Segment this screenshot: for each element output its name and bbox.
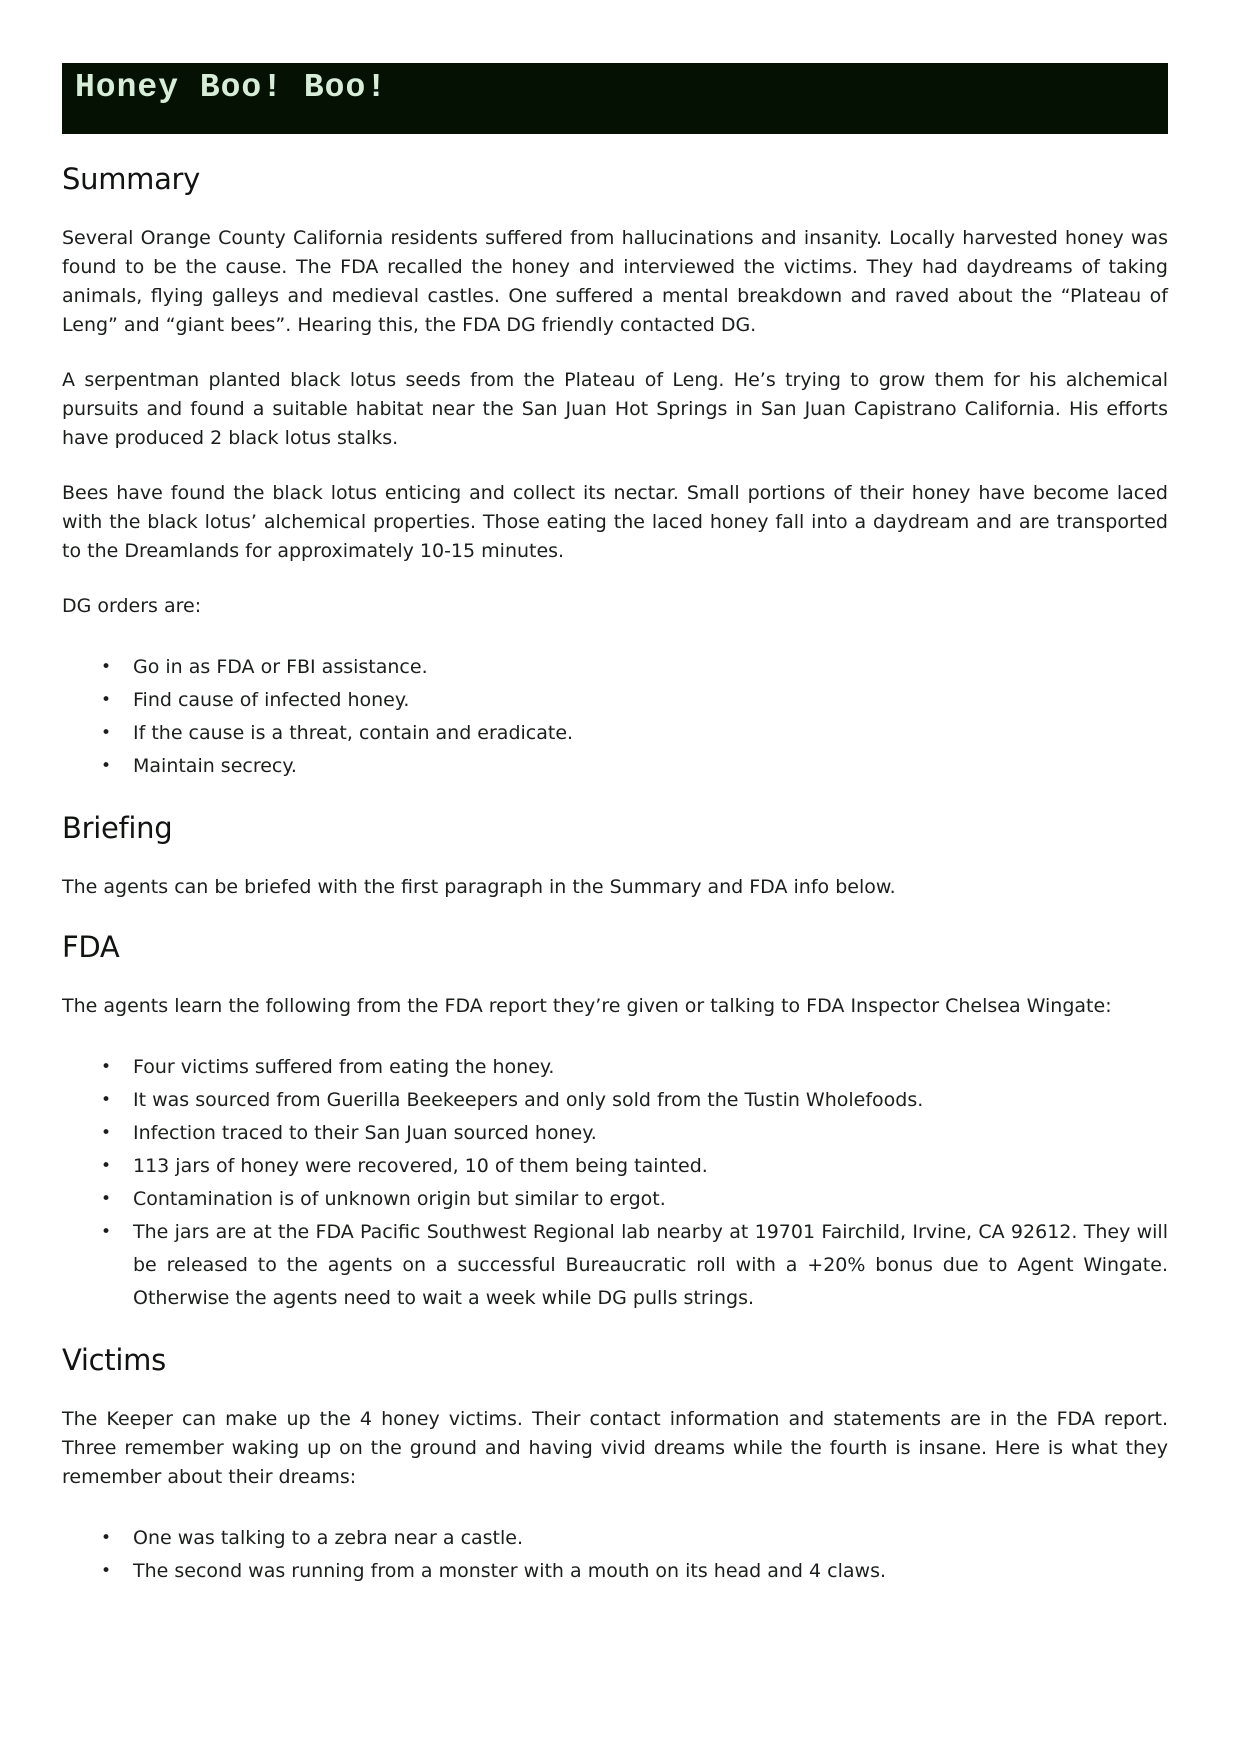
bullet-icon: • <box>101 1189 112 1209</box>
list-item-text: The second was running from a monster with a mouth on its head and 4 claws. <box>133 1560 887 1582</box>
section-heading-briefing: Briefing <box>62 811 173 845</box>
list-item-text: Four victims suffered from eating the honey. <box>133 1056 555 1078</box>
list-item <box>101 1117 1168 1150</box>
list-item-text: The jars are at the FDA Pacific Southwest Regional lab nearby at 19701 Fairchild, Irvine, CA 92612. They will be released to the agents on a successful Bureaucratic roll with a +20% bonus due to Agent Wingate. Otherwise the agents need to wait a week while DG pulls strings. <box>133 1221 1168 1309</box>
dg-orders-list <box>101 651 1168 783</box>
list-item-text: Go in as FDA or FBI assistance. <box>133 656 428 678</box>
list-item-text: It was sourced from Guerilla Beekeepers and only sold from the Tustin Wholefoods. <box>133 1089 924 1111</box>
bullet-icon: • <box>101 756 112 776</box>
list-item <box>101 684 1168 717</box>
dg-orders-lead: DG orders are: <box>62 595 202 617</box>
list-item-text: Infection traced to their San Juan sourced honey. <box>133 1122 597 1144</box>
list-item <box>101 1555 1168 1588</box>
briefing-paragraph: The agents can be briefed with the first paragraph in the Summary and FDA info below. <box>62 876 896 898</box>
summary-paragraph-2: A serpentman planted black lotus seeds from the Plateau of Leng. He’s trying to grow them for his alchemical pursuits and found a suitable habitat near the San Juan Hot Springs in San Juan Capistrano California. His efforts have produced 2 black lotus stalks. <box>62 369 1168 449</box>
list-item-text: One was talking to a zebra near a castle. <box>133 1527 524 1549</box>
list-item <box>101 1183 1168 1216</box>
victims-dreams-list <box>101 1522 1168 1588</box>
section-heading-fda: FDA <box>62 930 120 964</box>
list-item <box>101 651 1168 684</box>
section-heading-summary: Summary <box>62 162 201 196</box>
bullet-icon: • <box>101 1561 112 1581</box>
victims-paragraph: The Keeper can make up the 4 honey victims. Their contact information and statements are in the FDA report. Three remember waking up on the ground and having vivid dreams while the fourth is insane. Here is what they remember about their dreams: <box>62 1408 1168 1488</box>
bullet-icon: • <box>101 1090 112 1110</box>
list-item-text: If the cause is a threat, contain and eradicate. <box>133 722 574 744</box>
bullet-icon: • <box>101 657 112 677</box>
list-item <box>101 717 1168 750</box>
fda-paragraph: The agents learn the following from the FDA report they’re given or talking to FDA Inspector Chelsea Wingate: <box>62 995 1112 1017</box>
title-banner <box>62 63 1168 134</box>
section-heading-victims: Victims <box>62 1343 166 1377</box>
fda-findings-list <box>101 1051 1168 1315</box>
list-item <box>101 1051 1168 1084</box>
summary-paragraph-1: Several Orange County California residents suffered from hallucinations and insanity. Locally harvested honey was found to be the cause. The FDA recalled the honey and interviewed the victims. They had daydreams of taking animals, flying galleys and medieval castles. One suffered a mental breakdown and raved about the “Plateau of Leng” and “giant bees”. Hearing this, the FDA DG friendly contacted DG. <box>62 227 1168 336</box>
list-item-text: Maintain secrecy. <box>133 755 297 777</box>
bullet-icon: • <box>101 1528 112 1548</box>
list-item <box>101 750 1168 783</box>
bullet-icon: • <box>101 723 112 743</box>
list-item-text: 113 jars of honey were recovered, 10 of them being tainted. <box>133 1155 708 1177</box>
list-item-text: Find cause of infected honey. <box>133 689 410 711</box>
bullet-icon: • <box>101 1156 112 1176</box>
list-item <box>101 1084 1168 1117</box>
list-item <box>101 1522 1168 1555</box>
summary-paragraph-3: Bees have found the black lotus enticing and collect its nectar. Small portions of their honey have become laced with the black lotus’ alchemical properties. Those eating the laced honey fall into a daydream and are transported to the Dreamlands for approximately 10-15 minutes. <box>62 482 1168 562</box>
list-item <box>101 1150 1168 1183</box>
bullet-icon: • <box>101 1222 112 1242</box>
document-title: Honey Boo! Boo! <box>75 69 388 106</box>
bullet-icon: • <box>101 1057 112 1077</box>
list-item <box>101 1216 1168 1315</box>
list-item-text: Contamination is of unknown origin but similar to ergot. <box>133 1188 666 1210</box>
bullet-icon: • <box>101 690 112 710</box>
bullet-icon: • <box>101 1123 112 1143</box>
